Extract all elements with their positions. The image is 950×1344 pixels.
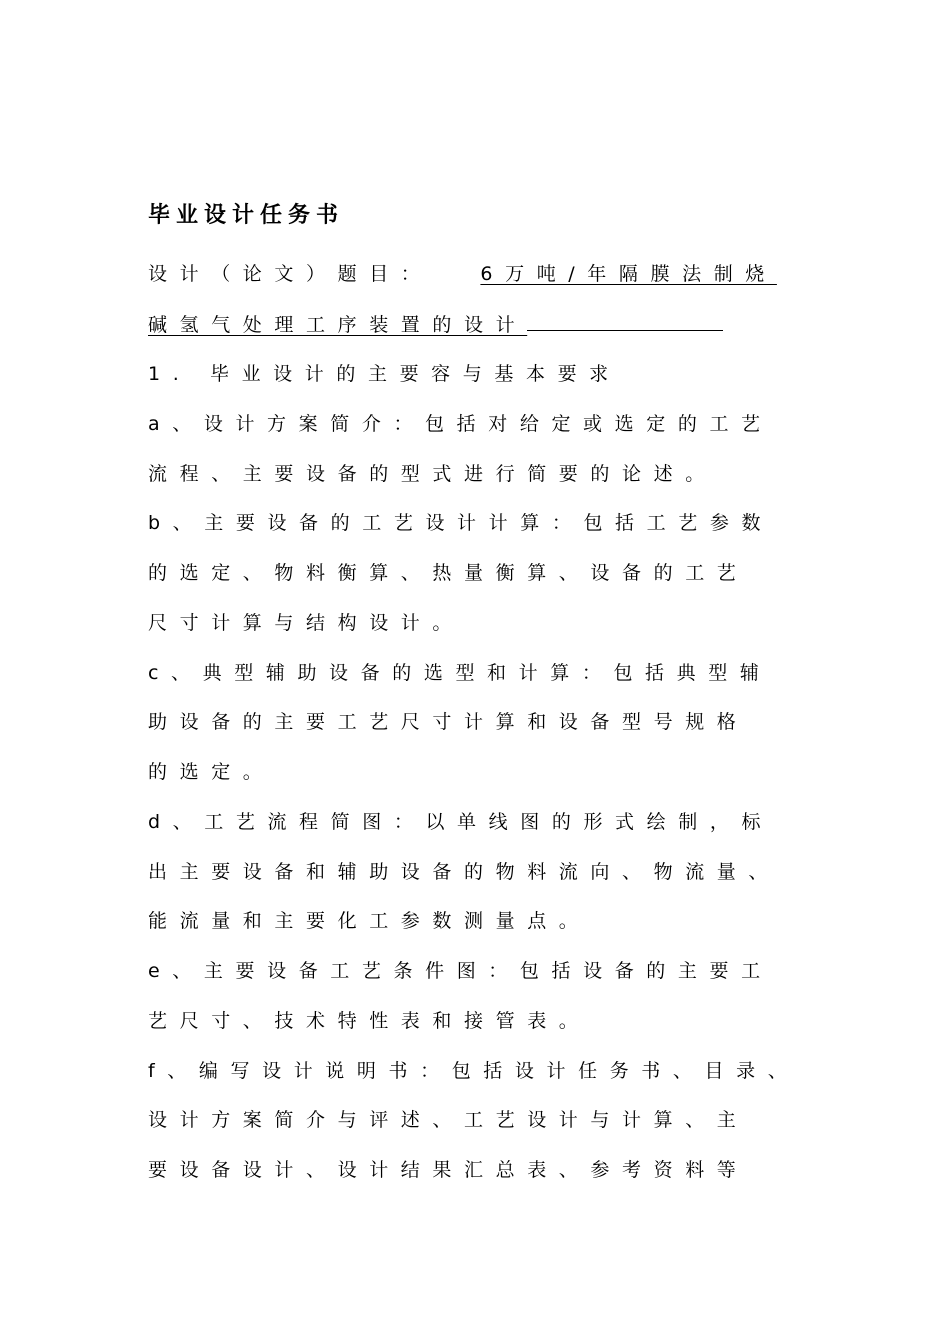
body-line: a、设计方案简介：包括对给定或选定的工艺 — [148, 413, 773, 435]
body-line: c、典型辅助设备的选型和计算：包括典型辅 — [148, 662, 772, 684]
document-title: 毕业设计任务书 — [148, 203, 345, 228]
body-line: f、编写设计说明书：包括设计任务书、目录、 — [148, 1060, 800, 1082]
body-line: 助设备的主要工艺尺寸计算和设备型号规格 — [148, 711, 749, 733]
topic-label: 设计（论文）题目： — [148, 263, 433, 285]
body-line: 的选定。 — [148, 761, 275, 783]
body-line: 流程、主要设备的型式进行简要的论述。 — [148, 463, 717, 485]
topic-line-2 — [148, 310, 723, 339]
body-line: d、工艺流程简图：以单线图的形式绘制，标 — [148, 811, 774, 833]
topic-line-1 — [148, 260, 779, 288]
topic-title-part-1: 6万吨/年隔膜法制烧 — [480, 263, 777, 285]
body-line: 能流量和主要化工参数测量点。 — [148, 910, 591, 932]
body-line: b、主要设备的工艺设计计算：包括工艺参数 — [148, 512, 774, 534]
body-line: 的选定、物料衡算、热量衡算、设备的工艺 — [148, 562, 749, 584]
body-line: 要设备设计、设计结果汇总表、参考资料等 — [148, 1159, 749, 1181]
section-heading: 1. 毕业设计的主要容与基本要求 — [148, 363, 621, 385]
topic-underline-fill — [527, 310, 723, 331]
topic-title-part-2: 碱氢气处理工序装置的设计 — [148, 314, 528, 336]
body-line: 设计方案简介与评述、工艺设计与计算、主 — [148, 1109, 749, 1131]
body-line: e、主要设备工艺条件图：包括设备的主要工 — [148, 960, 773, 982]
body-line: 艺尺寸、技术特性表和接管表。 — [148, 1010, 591, 1032]
body-line: 尺寸计算与结构设计。 — [148, 612, 465, 634]
body-line: 出主要设备和辅助设备的物料流向、物流量、 — [148, 861, 781, 883]
